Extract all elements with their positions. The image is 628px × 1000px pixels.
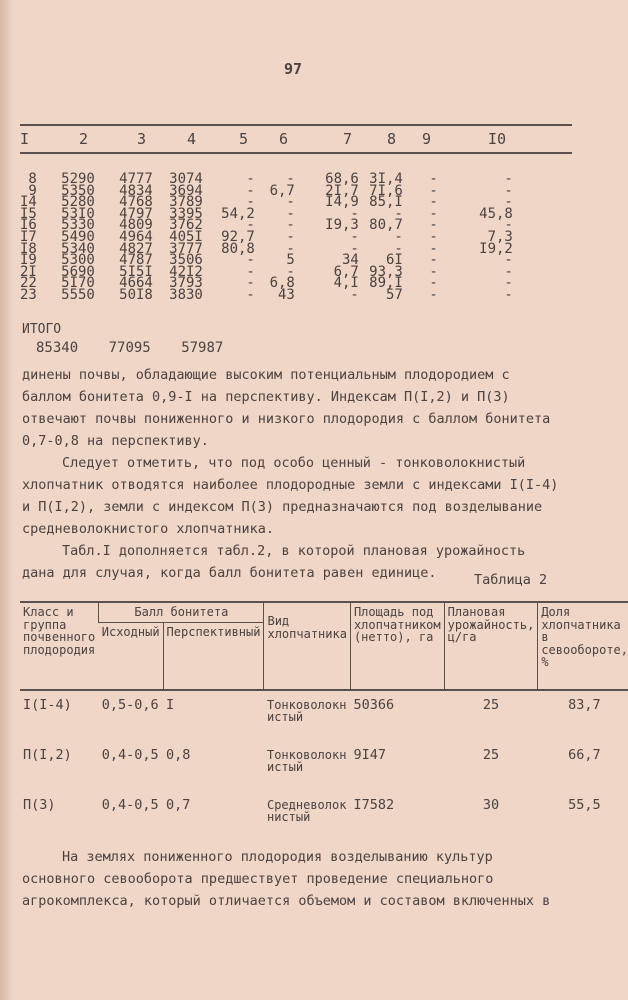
table-1 [20,124,572,302]
table-cell: - [504,194,513,211]
table-cell: 5300 [61,252,95,269]
table-cell: 3395 [169,205,203,222]
body-text [22,364,562,584]
table-cell: 5340 [61,240,95,257]
table-cell: 4827 [119,240,153,257]
table-cell: 5550 [61,286,95,303]
table-cell: - [246,217,255,234]
table-cell: - [429,217,438,234]
table-cell: 405I [169,228,203,245]
table-cell: - [394,228,403,245]
table-cell: - [350,228,359,245]
table-cell: 6,7 [333,263,359,280]
table-cell: - [246,252,255,269]
table-cell: 4797 [119,205,153,222]
table-cell: 43 [278,286,295,303]
table-cell: - [429,171,438,187]
table-cell: - [246,275,255,292]
table-cell: - [394,205,403,222]
table-cell: - [246,171,255,187]
table-cell: I9,3 [325,217,359,234]
table-cell: - [246,286,255,303]
table-cell: - [504,286,513,303]
table-cell: 5I70 [61,275,95,292]
table-cell: 25 [482,746,500,763]
table-cell: 55,5 [568,796,601,813]
table-cell: I6 [20,217,37,234]
table-cell: 9I47 [353,746,386,763]
table-cell: - [350,205,359,222]
table-cell: 4777 [119,171,153,187]
table-cell: 5290 [61,171,95,187]
table-cell: 2I [20,263,37,280]
paragraph: Следует отметить, что под особо ценный - тонковолокнистый хлопчатник отводятся наиболее плодородные земли с индексами I(I-4) и П(I,2), земли с индексом П(3) предназначаются под возделывание средневолокнистого хлопчатника. [22,455,559,537]
table-cell: 4834 [119,182,153,199]
table-cell: - [286,217,295,234]
table-cell: Тонковолокнистый [266,747,347,774]
table-cell: 2I,7 [325,182,359,199]
total-col3: 77095 [108,340,151,356]
table-cell: 4809 [119,217,153,234]
table-cell: 9 [28,182,37,199]
table-cell: - [429,194,438,211]
table-cell: 7I,6 [369,182,403,199]
page-number: 97 [284,60,303,78]
table-cell: - [504,182,513,199]
table-cell: I8 [20,240,37,257]
paragraph: На землях пониженного плодородия возделыванию культур основного севооборота предшествует проведение специального агрокомплекса, который отличается объемом и составом включенных в [22,849,551,909]
table-cell: 0,5-0,6 [101,696,159,713]
table-cell: 5280 [61,194,95,211]
table-cell: 50I8 [119,286,153,303]
column-header: I0 [487,130,506,148]
table-cell: 80,8 [221,240,255,257]
table-cell: 50366 [353,696,395,713]
column-header: 6 [278,130,288,148]
table-cell: 57 [386,286,403,303]
column-header: 4 [186,130,196,148]
total-label: ИТОГО [22,322,62,337]
table-cell: - [286,194,295,211]
table-cell: Средневолокнистый [266,797,347,824]
table-cell: 5490 [61,228,95,245]
table-cell: 42I2 [169,263,203,280]
table-cell: 3789 [169,194,203,211]
table-cell: 3694 [169,182,203,199]
totals-row [36,340,245,356]
header-initial: Исходный [101,624,160,639]
table-cell: - [394,240,403,257]
table-cell: 93,3 [369,263,403,280]
table-cell: 30 [482,796,500,813]
table-cell: 3793 [169,275,203,292]
column-header: 5 [238,130,248,148]
table-cell: 6,7 [269,182,295,199]
table-cell: 6I [386,252,403,269]
column-header: 9 [421,130,431,148]
table-cell: - [429,252,438,269]
table-1-header-row [20,126,506,152]
table-cell: П(3) [23,796,56,813]
table-cell: 68,6 [325,171,359,187]
table-cell: 4768 [119,194,153,211]
table-cell: - [429,240,438,257]
table-cell: 66,7 [568,746,601,763]
table-cell: 34 [342,252,359,269]
table-cell: I(I-4) [23,696,72,713]
table-2-body [20,690,628,841]
table-cell: 5690 [61,263,95,280]
table-cell: - [429,286,438,303]
table-cell: 4,I [333,275,359,292]
header-share: Доля хлопчатника в севообороте, % [538,602,628,690]
table-cell: 5 [286,252,295,269]
table-cell: 7,3 [487,228,513,245]
table-cell: - [286,240,295,257]
table-cell: - [504,252,513,269]
table-cell: I7 [20,228,37,245]
table-cell: 22 [20,275,37,292]
table-cell: 3762 [169,217,203,234]
table-cell: I7582 [353,796,395,813]
table-cell: I5 [20,205,37,222]
table-cell: - [504,263,513,280]
header-perspective: Перспективный [163,622,264,690]
table-cell: - [246,194,255,211]
table-cell: 3777 [169,240,203,257]
column-header: 8 [386,130,396,148]
total-col2: 85340 [36,340,79,356]
table-cell: 89,I [369,275,403,292]
table-cell: - [246,182,255,199]
table-cell: - [429,275,438,292]
table-cell: - [429,263,438,280]
column-header: 3 [136,130,146,148]
table-cell: 5330 [61,217,95,234]
table-cell: 4964 [119,228,153,245]
column-header: I [20,130,30,148]
table-cell: 92,7 [221,228,255,245]
table-cell: 5350 [61,182,95,199]
table-cell: - [504,171,513,187]
column-header: 7 [342,130,352,148]
table-cell: - [350,240,359,257]
table-cell: - [350,286,359,303]
table-row [20,741,628,791]
table-cell: - [246,263,255,280]
header-bonitet: Балл бонитета [99,602,264,622]
table-cell: - [429,205,438,222]
table-cell: П(I,2) [23,746,72,763]
header-class: Класс и группа почвенного плодородия [23,605,96,657]
table-cell: 23 [20,286,37,303]
table-cell: - [286,171,295,187]
table-cell: 80,7 [369,217,403,234]
paragraph: динены почвы, обладающие высоким потенциальным плодородием с баллом бонитета 0,9-I на перспективу. Индексам П(I,2) и П(3) отвечают почвы пониженного и низкого плодородия с баллом бонитета 0,7-0,8 на перспективу. [22,367,551,449]
table-cell: - [504,275,513,292]
page-edge-shadow [0,0,14,1000]
table-cell: 6,8 [269,275,295,292]
final-text [22,846,562,912]
table-row [20,690,628,741]
header-yield: Плановая урожайность, ц/га [444,602,538,690]
table-cell: I4 [20,194,37,211]
table-2-label: Таблица 2 [474,572,548,588]
header-area: Площадь под хлопчатником (нетто), га [350,602,444,690]
total-col4: 57987 [181,340,224,356]
table-cell: 83,7 [568,696,601,713]
table-cell: I4,9 [325,194,359,211]
table-cell: 54,2 [221,205,255,222]
table-cell: 4787 [119,252,153,269]
table-cell: 8 [28,171,37,187]
table-cell: I9,2 [479,240,513,257]
table-cell: - [429,182,438,199]
table-cell: - [429,228,438,245]
table-cell: 5I5I [119,263,153,280]
table-cell: I9 [20,252,37,269]
table-1-header [20,126,506,152]
table-cell: 0,4-0,5 [101,796,159,813]
table-row [20,791,628,841]
table-cell: - [504,217,513,234]
table-cell: I [166,696,175,713]
paragraph: Табл.I дополняется табл.2, в которой плановая урожайность дана для случая, когда балл бонитета равен единице. [22,543,526,581]
table-cell: Тонковолокнистый [266,697,347,724]
table-cell: 3074 [169,171,203,187]
table-cell: 0,8 [166,746,191,763]
table-cell: 45,8 [479,205,513,222]
table-cell: 3830 [169,286,203,303]
table-cell: - [286,228,295,245]
column-header: 2 [78,130,88,148]
table-cell: 85,I [369,194,403,211]
header-kind: Вид хлопчатника [264,602,350,690]
table-cell: 53I0 [61,205,95,222]
table-cell: - [286,263,295,280]
table-cell: 0,7 [166,796,191,813]
table-cell: 0,4-0,5 [101,746,159,763]
table-cell: 3506 [169,252,203,269]
table-cell: 4664 [119,275,153,292]
table-cell: 3I,4 [369,171,403,187]
table-cell: - [286,205,295,222]
table-row [20,290,513,302]
table-cell: 25 [482,696,500,713]
table-2 [20,601,628,841]
table-1-body [20,171,513,303]
